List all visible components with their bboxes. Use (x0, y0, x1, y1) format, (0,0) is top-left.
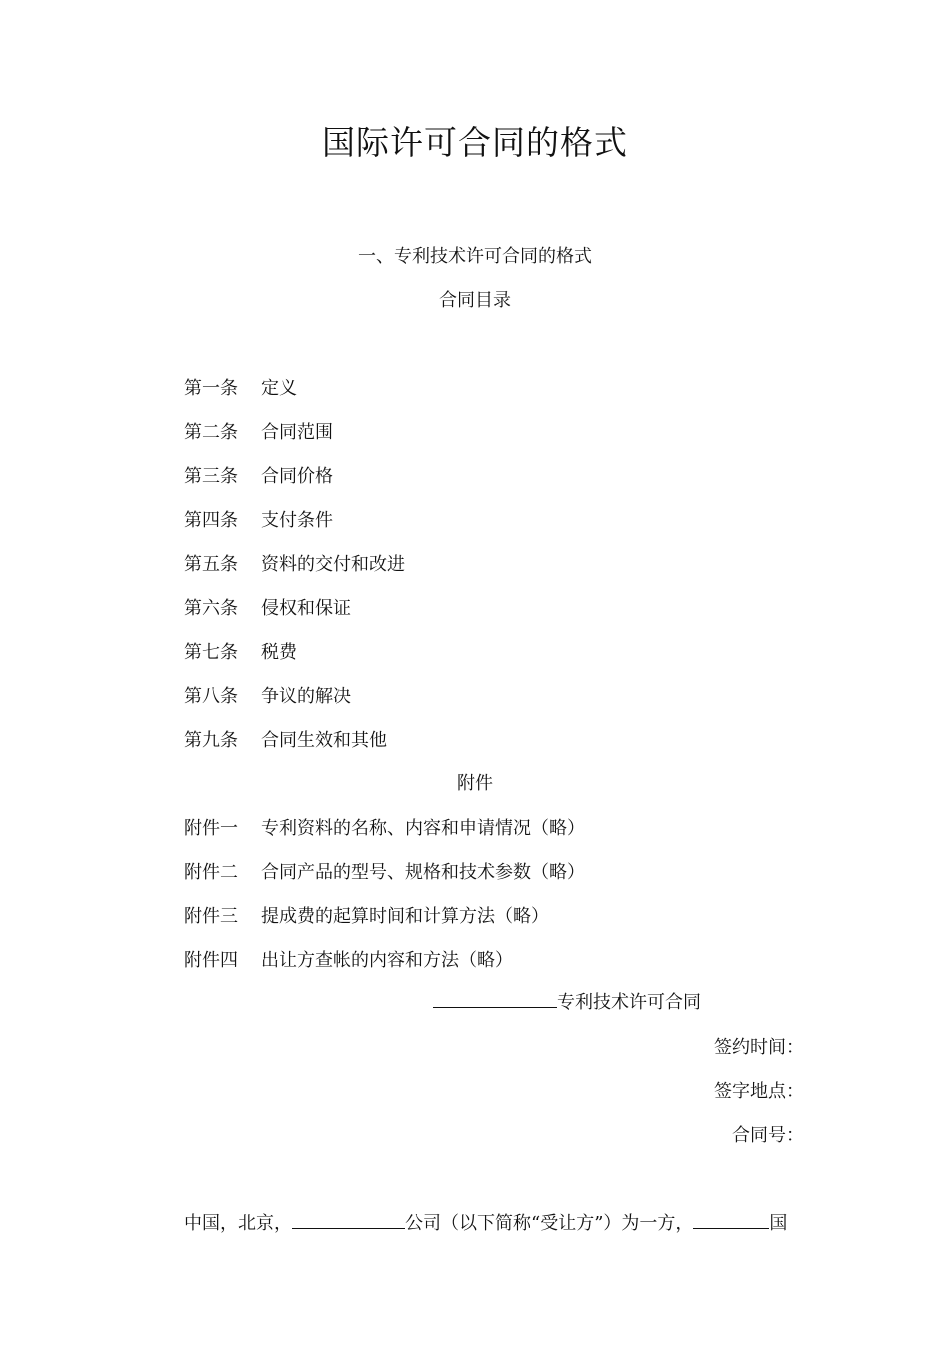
article-item (184, 594, 351, 620)
article-title: 税费 (261, 642, 297, 663)
opening-paragraph (184, 1209, 806, 1235)
article-title: 合同范围 (261, 422, 333, 443)
article-number: 第一条 (184, 378, 238, 399)
annex-title: 专利资料的名称、内容和申请情况（略） (261, 818, 585, 839)
article-item (184, 726, 387, 752)
article-item (184, 682, 351, 708)
annex-heading: 附件 (457, 773, 493, 794)
article-item (184, 550, 405, 576)
annex-title: 合同产品的型号、规格和技术参数（略） (261, 862, 585, 883)
article-number: 第五条 (184, 554, 238, 575)
article-title: 合同价格 (261, 466, 333, 487)
sign-place-label: 签字地点： (714, 1081, 804, 1102)
article-number: 第三条 (184, 466, 238, 487)
licensee-company-blank (292, 1210, 405, 1229)
article-item (184, 374, 297, 400)
opening-text-3: 国 (769, 1213, 788, 1234)
opening-text-1: 中国，北京， (184, 1213, 292, 1234)
article-item (184, 638, 297, 664)
article-item (184, 462, 333, 488)
document-title: 国际许可合同的格式 (322, 123, 628, 162)
annex-number: 附件四 (184, 950, 238, 971)
article-title: 资料的交付和改进 (261, 554, 405, 575)
annex-item (184, 858, 585, 884)
contract-number-label: 合同号： (732, 1125, 804, 1146)
annex-number: 附件三 (184, 906, 238, 927)
article-title: 定义 (261, 378, 297, 399)
article-number: 第六条 (184, 598, 238, 619)
article-number: 第二条 (184, 422, 238, 443)
article-number: 第八条 (184, 686, 238, 707)
article-item (184, 418, 333, 444)
article-item (184, 506, 333, 532)
article-number: 第九条 (184, 730, 238, 751)
article-title: 侵权和保证 (261, 598, 351, 619)
contract-name-blank (433, 989, 557, 1008)
article-title: 支付条件 (261, 510, 333, 531)
annex-item (184, 946, 513, 972)
article-number: 第七条 (184, 642, 238, 663)
article-title: 合同生效和其他 (261, 730, 387, 751)
annex-title: 提成费的起算时间和计算方法（略） (261, 906, 549, 927)
contract-name-suffix: 专利技术许可合同 (557, 992, 701, 1013)
section-heading: 一、专利技术许可合同的格式 (358, 246, 592, 267)
licensor-country-blank (693, 1210, 769, 1229)
annex-number: 附件一 (184, 818, 238, 839)
article-title: 争议的解决 (261, 686, 351, 707)
sign-time-label: 签约时间： (714, 1037, 804, 1058)
annex-item (184, 902, 549, 928)
annex-item (184, 814, 585, 840)
annex-number: 附件二 (184, 862, 238, 883)
annex-title: 出让方查帐的内容和方法（略） (261, 950, 513, 971)
contract-name-line (433, 988, 701, 1014)
article-number: 第四条 (184, 510, 238, 531)
opening-text-2: 公司（以下简称“受让方”）为一方， (405, 1213, 694, 1234)
toc-heading: 合同目录 (439, 290, 511, 311)
